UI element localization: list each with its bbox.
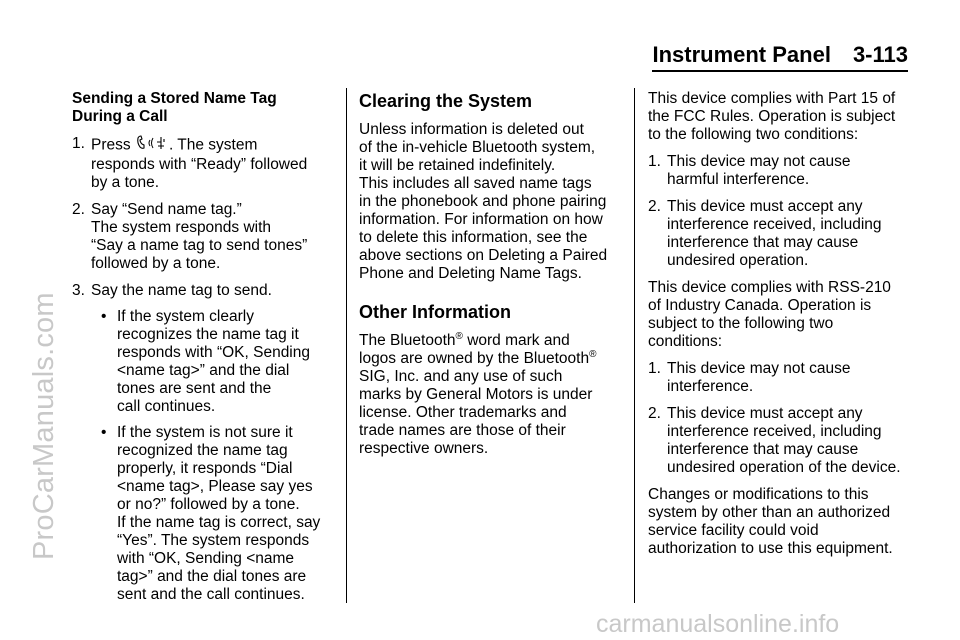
step-2: 2. Say “Send name tag.” The system responds with “Say a name tag to send tones” followed by a tone. (72, 201, 308, 272)
list-item: 2. This device must accept any interference received, including interference that may cause undesired operation of the device. (648, 405, 901, 476)
side-watermark: ProCarManuals.com (28, 292, 60, 560)
phone-handset-icon (135, 135, 169, 151)
phone-icons (135, 135, 169, 156)
page-header (652, 42, 908, 68)
column-1 (72, 90, 334, 613)
page-number: 3-113 (852, 42, 908, 67)
bullet-item: • If the system is not sure it recognized the name tag properly, it responds “Dial <name tag>, Please say yes or no?” followed by a tone. If the name tag is correct, say “Yes”. The system responds with “OK, Sending <name tag>” and the dial tones are sent and the call continues. (101, 424, 321, 603)
list-item: 2. This device must accept any interference received, including interference that may cause undesired operation. (648, 198, 882, 269)
bottom-watermark: carmanualsonline.info (596, 610, 840, 638)
bullet-icon: • (101, 424, 107, 441)
modifications-paragraph: Changes or modifications to this system by other than an authorized service facility could void authorization to use this equipment. (648, 486, 893, 557)
registered-mark: ® (589, 348, 597, 360)
bullet-item: • If the system clearly recognizes the name tag it responds with “OK, Sending <name tag>” and the dial tones are sent and the call continues. (101, 308, 310, 415)
registered-mark: ® (455, 330, 463, 342)
column-divider-2 (634, 88, 635, 603)
column-2 (359, 90, 621, 467)
column-divider-1 (346, 88, 347, 603)
subheading: Sending a Stored Name Tag During a Call (72, 90, 277, 125)
steps-list (72, 135, 334, 604)
clearing-paragraph: Unless information is deleted out of the in-vehicle Bluetooth system, it will be retained indefinitely. This includes all saved name tags in the phonebook and phone pairing information. For information on how to delete this information, see the above sections on Deleting a Paired Phone and Deleting Name Tags. (359, 121, 608, 282)
header-rule (652, 70, 908, 72)
other-info-heading: Other Information (359, 302, 511, 322)
rss-conditions-list (648, 360, 918, 477)
list-item: 1. This device may not cause harmful interference. (648, 153, 851, 188)
fcc-conditions-list (648, 153, 918, 270)
section-title: Instrument Panel (652, 42, 831, 67)
clearing-heading: Clearing the System (359, 91, 533, 111)
step-3: 3. Say the name tag to send. • If the system clearly recognizes the name tag it responds with “OK, Sending <name tag>” and the dial tones are sent and the call continues. • If the system is not sure it recognized the name tag properly, it responds “Dial <name tag>, Please say yes or no?” followed by a tone. If the name tag is correct, say “Yes”. The system responds with “OK, Sending <name tag>” and the dial tones are sent and the call continues. (72, 282, 334, 604)
bullet-list (91, 308, 334, 604)
column-3 (648, 90, 918, 567)
fcc-paragraph: This device complies with Part 15 of the FCC Rules. Operation is subject to the following two conditions: (648, 90, 896, 143)
list-item: 1. This device may not cause interference. (648, 360, 851, 395)
rss-paragraph: This device complies with RSS-210 of Industry Canada. Operation is subject to the following two conditions: (648, 279, 891, 350)
step-1: 1. Press . The system responds with “Ready” followed by a tone. (72, 135, 308, 191)
bullet-icon: • (101, 308, 107, 325)
other-info-paragraph: The Bluetooth® word mark and logos are owned by the Bluetooth® SIG, Inc. and any use of such marks by General Motors is under license. Other trademarks and trade names are those of their respective owners. (359, 330, 597, 457)
